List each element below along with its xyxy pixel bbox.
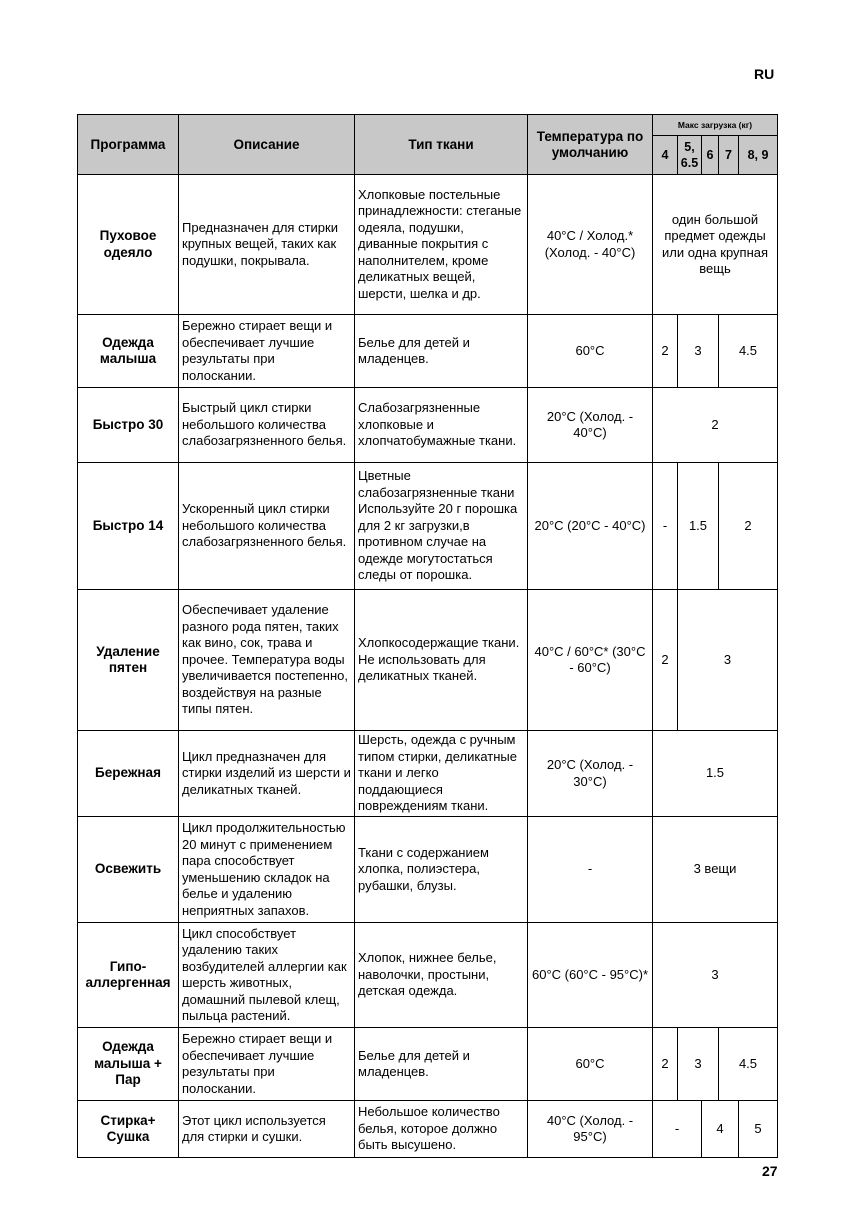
program-description: Ускоренный цикл стирки небольшого количества слабозагрязненного белья.	[179, 463, 355, 590]
table-row	[78, 590, 778, 731]
program-description: Цикл продолжительностью 20 минут с применением пара способствует уменьшению складок на белье и удалению неприятных запахов.	[179, 817, 355, 923]
program-description: Этот цикл используется для стирки и сушки.	[179, 1101, 355, 1158]
header-program: Программа	[78, 115, 179, 175]
max-load: 3 вещи	[653, 817, 778, 923]
default-temperature: 40°C (Холод. - 95°C)	[528, 1101, 653, 1158]
max-load: 3	[678, 1028, 719, 1101]
default-temperature: 60°C	[528, 1028, 653, 1101]
header-temperature: Температура по умолчанию	[528, 115, 653, 175]
max-load: 2	[719, 463, 778, 590]
default-temperature: 40°C / 60°C* (30°C - 60°C)	[528, 590, 653, 731]
default-temperature: -	[528, 817, 653, 923]
table-row	[78, 315, 778, 388]
header-size-4: 4	[653, 136, 678, 175]
max-load: 3	[678, 315, 719, 388]
program-name: Одежда малыша + Пар	[78, 1028, 179, 1101]
program-description: Бережно стирает вещи и обеспечивает лучшие результаты при полоскании.	[179, 315, 355, 388]
fabric-type: Шерсть, одежда с ручным типом стирки, деликатные ткани и легко поддающиеся повреждениям ткани.	[355, 731, 528, 817]
table-row	[78, 731, 778, 817]
fabric-type: Хлопковые постельные принадлежности: стеганые одеяла, подушки, диванные покрытия с наполнителем, кроме деликатных вещей, шерсти, шелка и др.	[355, 175, 528, 315]
max-load: 1.5	[678, 463, 719, 590]
max-load: 2	[653, 315, 678, 388]
program-description: Цикл способствует удалению таких возбудителей аллергии как шерсть животных, домашний пылевой клещ, пыльца растений.	[179, 923, 355, 1028]
program-description: Обеспечивает удаление разного рода пятен, таких как вино, сок, трава и прочее. Температура воды увеличивается постепенно, воздействуя на разные типы пятен.	[179, 590, 355, 731]
program-description: Предназначен для стирки крупных вещей, таких как подушки, покрывала.	[179, 175, 355, 315]
max-load: 4.5	[719, 315, 778, 388]
table-row	[78, 1028, 778, 1101]
max-load: 4	[702, 1101, 739, 1158]
program-name: Пуховое одеяло	[78, 175, 179, 315]
header-description: Описание	[179, 115, 355, 175]
max-load: 5	[739, 1101, 778, 1158]
table-row	[78, 175, 778, 315]
max-load: 2	[653, 388, 778, 463]
max-load: 3	[653, 923, 778, 1028]
program-name: Одежда малыша	[78, 315, 179, 388]
table-row	[78, 923, 778, 1028]
header-fabric: Тип ткани	[355, 115, 528, 175]
max-load: 4.5	[719, 1028, 778, 1101]
language-label: RU	[754, 66, 775, 82]
header-max-load: Макс загрузка (кг)	[653, 115, 778, 136]
fabric-type: Хлопок, нижнее белье, наволочки, простыни, детская одежда.	[355, 923, 528, 1028]
table-row	[78, 463, 778, 590]
max-load: -	[653, 463, 678, 590]
max-load: 1.5	[653, 731, 778, 817]
table-row	[78, 388, 778, 463]
program-description: Бережно стирает вещи и обеспечивает лучшие результаты при полоскании.	[179, 1028, 355, 1101]
header-size-5-6-5: 5, 6.5	[678, 136, 702, 175]
default-temperature: 60°C (60°C - 95°C)*	[528, 923, 653, 1028]
fabric-type: Хлопкосодержащие ткани. Не использовать для деликатных тканей.	[355, 590, 528, 731]
program-name: Быстро 30	[78, 388, 179, 463]
default-temperature: 20°C (Холод. - 40°C)	[528, 388, 653, 463]
header-size-7: 7	[719, 136, 739, 175]
max-load: 2	[653, 1028, 678, 1101]
default-temperature: 40°C / Холод.* (Холод. - 40°C)	[528, 175, 653, 315]
program-name: Быстро 14	[78, 463, 179, 590]
max-load: 2	[653, 590, 678, 731]
program-name: Удаление пятен	[78, 590, 179, 731]
program-description: Быстрый цикл стирки небольшого количества слабозагрязненного белья.	[179, 388, 355, 463]
fabric-type: Небольшое количество белья, которое должно быть высушено.	[355, 1101, 528, 1158]
program-name: Освежить	[78, 817, 179, 923]
default-temperature: 20°C (20°C - 40°C)	[528, 463, 653, 590]
table-row	[78, 817, 778, 923]
programs-table	[77, 114, 778, 1158]
fabric-type: Ткани с содержанием хлопка, полиэстера, рубашки, блузы.	[355, 817, 528, 923]
default-temperature: 60°C	[528, 315, 653, 388]
table-row	[78, 1101, 778, 1158]
program-name: Стирка+ Сушка	[78, 1101, 179, 1158]
header-size-8-9: 8, 9	[739, 136, 778, 175]
fabric-type: Слабозагрязненные хлопковые и хлопчатобумажные ткани.	[355, 388, 528, 463]
fabric-type: Цветные слабозагрязненные ткани Используйте 20 г порошка для 2 кг загрузки,в противном случае на одежде могутостаться следы от порошка.	[355, 463, 528, 590]
fabric-type: Белье для детей и младенцев.	[355, 315, 528, 388]
program-description: Цикл предназначен для стирки изделий из шерсти и деликатных тканей.	[179, 731, 355, 817]
fabric-type: Белье для детей и младенцев.	[355, 1028, 528, 1101]
max-load: один большой предмет одежды или одна крупная вещь	[653, 175, 778, 315]
max-load: 3	[678, 590, 778, 731]
program-name: Гипо-аллергенная	[78, 923, 179, 1028]
page-number: 27	[762, 1163, 778, 1179]
max-load: -	[653, 1101, 702, 1158]
default-temperature: 20°C (Холод. - 30°C)	[528, 731, 653, 817]
header-size-6: 6	[702, 136, 719, 175]
program-name: Бережная	[78, 731, 179, 817]
